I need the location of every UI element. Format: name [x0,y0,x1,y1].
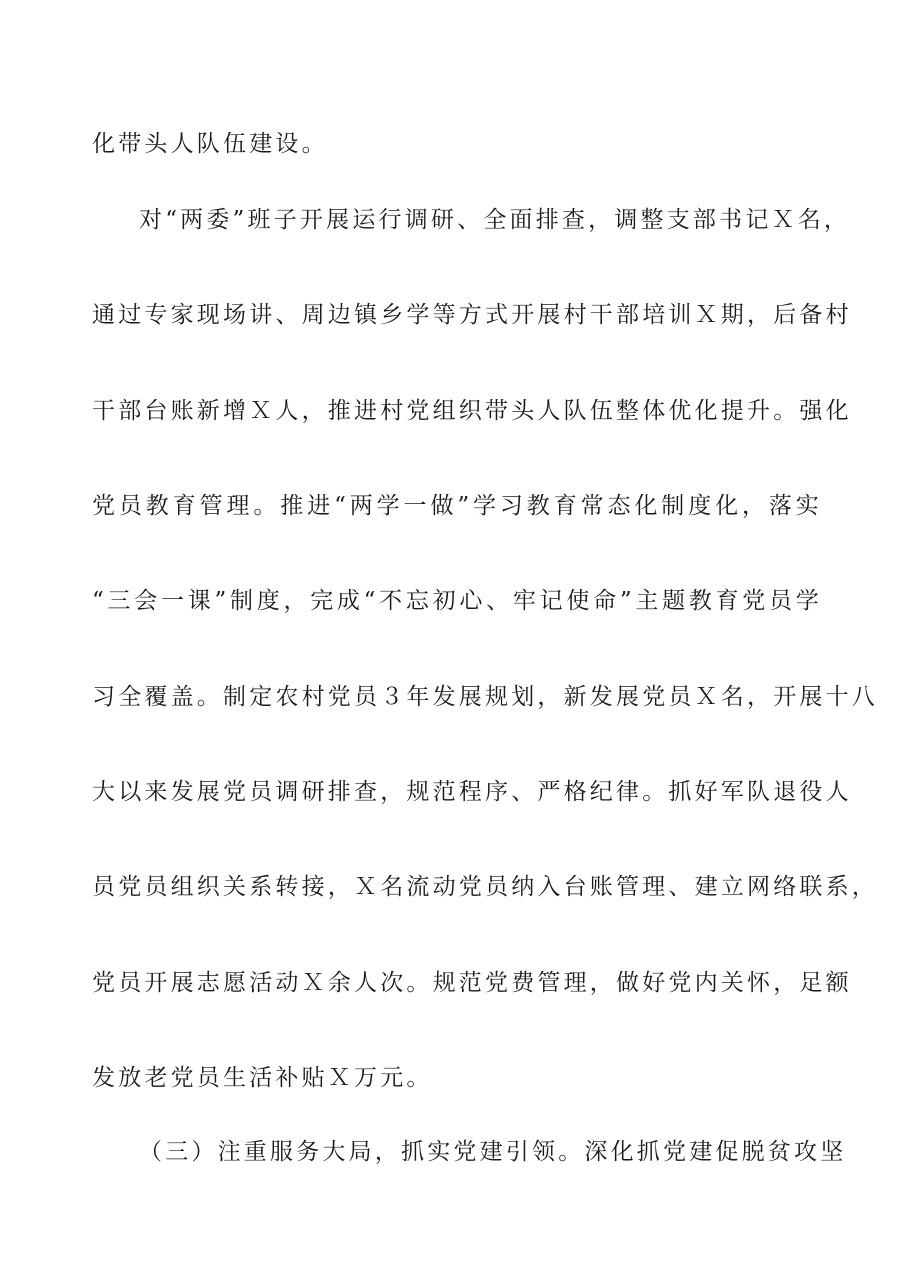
paragraph-line: 通过专家现场讲、周边镇乡学等方式开展村干部培训Ｘ期，后备村 [92,302,852,328]
paragraph-line: 党员开展志愿活动Ｘ余人次。规范党费管理，做好党内关怀，足额 [92,970,852,996]
paragraph-line: 习全覆盖。制定农村党员３年发展规划，新发展党员Ｘ名，开展十八 [92,684,878,710]
paragraph-line: 员党员组织关系转接，Ｘ名流动党员纳入台账管理、建立网络联系， [92,874,878,900]
paragraph-line: 党员教育管理。推进“两学一做”学习教育常态化制度化，落实 [92,493,822,519]
paragraph-line: 发放老党员生活补贴Ｘ万元。 [92,1065,433,1091]
paragraph-line: 干部台账新增Ｘ人，推进村党组织带头人队伍整体优化提升。强化 [92,398,852,424]
section-heading-line: （三）注重服务大局，抓实党建引领。深化抓党建促脱贫攻坚 [139,1139,847,1165]
paragraph-line: 大以来发展党员调研排查，规范程序、严格纪律。抓好军队退役人 [92,779,852,805]
paragraph-line: “三会一课”制度，完成“不忘初心、牢记使命”主题教育党员学 [92,588,822,614]
paragraph-line: 对“两委”班子开展运行调研、全面排查，调整支部书记Ｘ名， [139,207,851,233]
paragraph-line: 化带头人队伍建设。 [92,131,328,157]
